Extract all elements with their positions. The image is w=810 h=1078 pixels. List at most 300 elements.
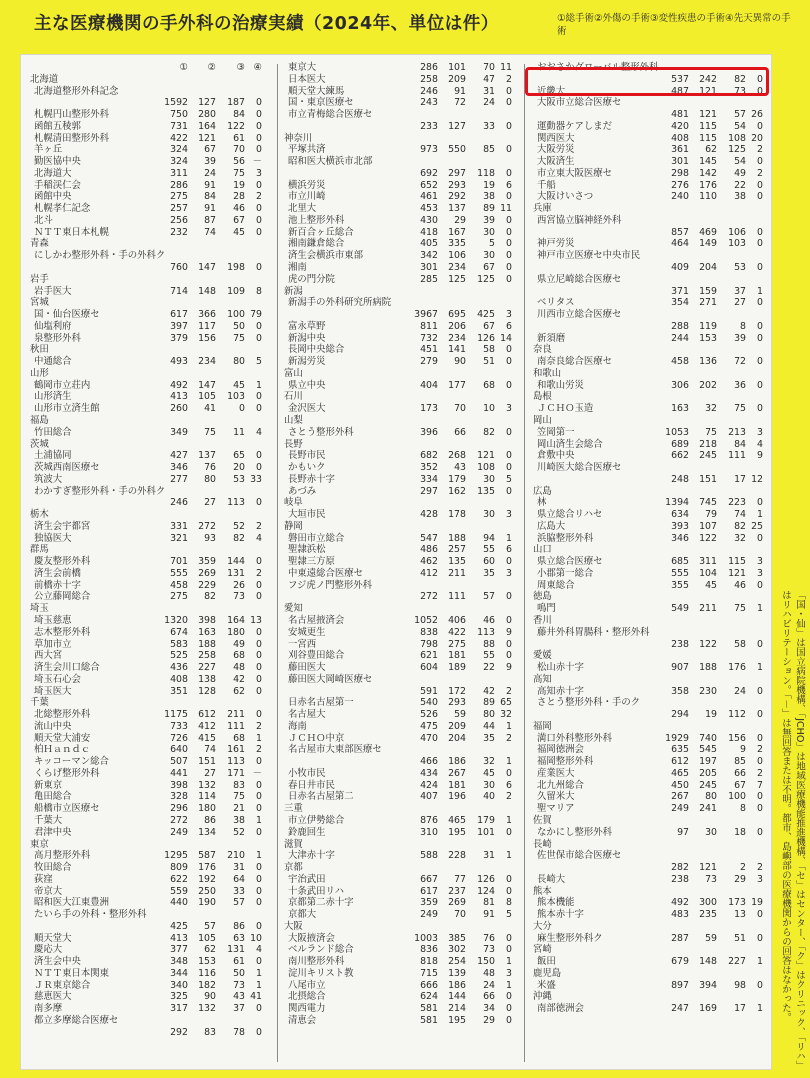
hospital-name: 勤医協中央 [34, 156, 81, 168]
table-row [30, 97, 262, 109]
degenerative-surgeries: 91 [483, 909, 495, 921]
hospital-name: 小郡第一総合 [537, 567, 594, 579]
table-row [284, 615, 514, 627]
total-surgeries: 440 [170, 897, 188, 909]
trauma-surgeries: 202 [699, 379, 717, 391]
trauma-surgeries: 134 [198, 826, 216, 838]
congenital-surgeries: 0 [757, 497, 763, 509]
trauma-surgeries: 91 [454, 85, 466, 97]
total-surgeries: 450 [671, 779, 689, 791]
degenerative-surgeries: 56 [233, 156, 245, 168]
trauma-surgeries: 229 [198, 579, 216, 591]
total-surgeries: 173 [420, 403, 438, 415]
total-surgeries: 674 [170, 626, 188, 638]
total-surgeries: 441 [170, 767, 188, 779]
trauma-surgeries: 182 [198, 979, 216, 991]
table-row [533, 615, 765, 627]
table-row [284, 238, 514, 250]
total-surgeries: 408 [671, 132, 689, 144]
degenerative-surgeries: 67 [483, 320, 495, 332]
congenital-surgeries: 4 [256, 944, 262, 956]
hospital-name: あづみ [288, 485, 317, 497]
prefecture-label: 山口 [533, 544, 552, 556]
trauma-surgeries: 550 [448, 144, 466, 156]
hospital-name: 新潟中央 [288, 332, 326, 344]
congenital-surgeries: 19 [751, 897, 763, 909]
degenerative-surgeries: 17 [734, 473, 746, 485]
degenerative-surgeries: 198 [227, 262, 245, 274]
total-surgeries: 238 [671, 638, 689, 650]
degenerative-surgeries: 43 [233, 991, 245, 1003]
hospital-name: 熊本機能 [537, 897, 575, 909]
total-surgeries: 377 [170, 944, 188, 956]
total-surgeries: 409 [671, 262, 689, 274]
table-row [533, 415, 765, 427]
total-surgeries: 685 [671, 556, 689, 568]
hospital-name: 西宮協立脳神経外科 [537, 214, 622, 226]
congenital-surgeries: 1 [256, 979, 262, 991]
total-surgeries: 348 [170, 956, 188, 968]
table-row [533, 250, 765, 262]
total-surgeries: 246 [170, 497, 188, 509]
prefecture-label: 鹿児島 [533, 967, 562, 979]
total-surgeries: 525 [170, 650, 188, 662]
total-surgeries: 624 [420, 991, 438, 1003]
total-surgeries: 243 [420, 97, 438, 109]
congenital-surgeries: 0 [506, 250, 512, 262]
degenerative-surgeries: 81 [483, 897, 495, 909]
congenital-surgeries: 0 [256, 685, 262, 697]
trauma-surgeries: 156 [198, 332, 216, 344]
total-surgeries: 809 [170, 862, 188, 874]
degenerative-surgeries: 73 [734, 85, 746, 97]
hospital-name: 日赤名古屋第一 [288, 697, 354, 709]
hospital-name: 市立東大阪医療セ [537, 167, 613, 179]
hospital-name: 埼玉医大 [34, 685, 72, 697]
degenerative-surgeries: 49 [233, 638, 245, 650]
table-row [533, 1003, 765, 1015]
trauma-surgeries: 214 [448, 1003, 466, 1015]
trauma-surgeries: 141 [448, 344, 466, 356]
table-row [533, 909, 765, 921]
degenerative-surgeries: 48 [483, 967, 495, 979]
degenerative-surgeries: 82 [734, 73, 746, 85]
total-surgeries: 588 [420, 850, 438, 862]
table-row [284, 568, 514, 580]
table-row [284, 733, 514, 745]
total-surgeries: 425 [170, 920, 188, 932]
table-row [30, 886, 262, 898]
hospital-name: 広島大 [537, 520, 566, 532]
prefecture-label: 千葉 [30, 697, 49, 709]
table-row [284, 274, 514, 286]
total-surgeries: 296 [170, 803, 188, 815]
degenerative-surgeries: 74 [734, 509, 746, 521]
total-surgeries: 359 [420, 897, 438, 909]
degenerative-surgeries: 51 [483, 356, 495, 368]
total-surgeries: 798 [420, 638, 438, 650]
degenerative-surgeries: 22 [734, 179, 746, 191]
degenerative-surgeries: 2 [740, 862, 746, 874]
trauma-surgeries: 241 [699, 803, 717, 815]
hospital-name: 浜脇整形外科 [537, 532, 594, 544]
table-row [533, 674, 765, 686]
degenerative-surgeries: 63 [233, 932, 245, 944]
degenerative-surgeries: 425 [477, 309, 495, 321]
congenital-surgeries: 0 [256, 591, 262, 603]
congenital-surgeries: 6 [506, 179, 512, 191]
hospital-name: 羊ヶ丘 [34, 144, 63, 156]
degenerative-surgeries: 111 [728, 450, 746, 462]
table-row [284, 97, 514, 109]
trauma-surgeries: 188 [448, 532, 466, 544]
degenerative-surgeries: 156 [728, 732, 746, 744]
trauma-surgeries: 211 [699, 603, 717, 615]
trauma-surgeries: 302 [448, 944, 466, 956]
trauma-surgeries: 70 [454, 909, 466, 921]
trauma-surgeries: 204 [699, 262, 717, 274]
total-surgeries: 317 [170, 1003, 188, 1015]
congenital-surgeries: 0 [757, 732, 763, 744]
table-row [30, 544, 262, 556]
table-row [284, 709, 514, 721]
congenital-surgeries: 0 [506, 767, 512, 779]
total-surgeries: 405 [420, 238, 438, 250]
trauma-surgeries: 45 [705, 579, 717, 591]
congenital-surgeries: 0 [256, 650, 262, 662]
table-row [533, 839, 765, 851]
hospital-name: 柏Ｈａｎｄｃ [34, 744, 91, 756]
hospital-name: キッコーマン総合 [34, 756, 109, 768]
hospital-name: 北海道大 [34, 167, 72, 179]
table-row [533, 262, 765, 274]
degenerative-surgeries: 113 [227, 497, 245, 509]
table-row [30, 862, 262, 874]
table-row [533, 850, 765, 862]
degenerative-surgeries: 73 [483, 944, 495, 956]
hospital-name: 済生会中央 [34, 956, 81, 968]
trauma-surgeries: 121 [198, 132, 216, 144]
total-surgeries: 331 [170, 520, 188, 532]
hospital-name: 周東総合 [537, 579, 575, 591]
trauma-surgeries: 190 [198, 897, 216, 909]
total-surgeries: 424 [420, 779, 438, 791]
table-row [284, 427, 514, 439]
degenerative-surgeries: 38 [233, 815, 245, 826]
congenital-surgeries: 1 [256, 732, 262, 744]
prefecture-label: 熊本 [533, 885, 552, 897]
table-row [284, 439, 514, 451]
prefecture-label: 高知 [533, 673, 552, 685]
table-row [30, 756, 262, 768]
prefecture-label: 秋田 [30, 344, 49, 356]
hospital-name: 磐田市立総合 [288, 532, 345, 544]
hospital-name: 関西医大 [537, 132, 575, 144]
degenerative-surgeries: 98 [734, 979, 746, 991]
degenerative-surgeries: 58 [734, 638, 746, 650]
degenerative-surgeries: 10 [483, 403, 495, 415]
degenerative-surgeries: 33 [233, 885, 245, 897]
hospital-name: 手稲渓仁会 [34, 179, 81, 191]
degenerative-surgeries: 61 [233, 132, 245, 144]
hospital-name: 独協医大 [34, 532, 72, 544]
congenital-surgeries: 1 [256, 815, 262, 826]
table-row [284, 474, 514, 486]
trauma-surgeries: 29 [454, 214, 466, 226]
total-surgeries: 286 [170, 179, 188, 191]
trauma-surgeries: 24 [204, 167, 216, 179]
trauma-surgeries: 177 [448, 379, 466, 391]
total-surgeries: 354 [671, 297, 689, 309]
prefecture-label: 徳島 [533, 591, 552, 603]
total-surgeries: 272 [420, 591, 438, 603]
total-surgeries: 750 [170, 109, 188, 121]
degenerative-surgeries: 180 [227, 626, 245, 638]
table-row [284, 286, 514, 298]
table-row [533, 286, 765, 298]
trauma-surgeries: 57 [204, 920, 216, 932]
degenerative-surgeries: 24 [483, 97, 495, 109]
trauma-surgeries: 209 [448, 720, 466, 732]
total-surgeries: 612 [671, 756, 689, 768]
congenital-surgeries: 0 [506, 262, 512, 274]
hospital-name: 順天堂大 [34, 932, 72, 944]
trauma-surgeries: 227 [198, 662, 216, 674]
total-surgeries: 486 [420, 544, 438, 556]
total-surgeries: 640 [170, 744, 188, 756]
degenerative-surgeries: 100 [227, 309, 245, 321]
trauma-surgeries: 148 [699, 956, 717, 968]
total-surgeries: 666 [420, 979, 438, 991]
degenerative-surgeries: 126 [477, 332, 495, 344]
congenital-surgeries: 33 [250, 473, 262, 485]
trauma-surgeries: 188 [699, 662, 717, 674]
congenital-surgeries: 0 [256, 1003, 262, 1015]
total-surgeries: 458 [170, 579, 188, 591]
trauma-surgeries: 268 [448, 450, 466, 462]
total-surgeries: 287 [671, 932, 689, 944]
congenital-surgeries: 0 [256, 403, 262, 415]
congenital-surgeries: 0 [256, 626, 262, 638]
table-row [30, 344, 262, 356]
congenital-surgeries: 2 [757, 144, 763, 156]
congenital-surgeries: 1 [757, 285, 763, 297]
degenerative-surgeries: 70 [233, 144, 245, 156]
total-surgeries: 731 [170, 120, 188, 132]
total-surgeries: 692 [420, 167, 438, 179]
prefecture-label: 和歌山 [533, 367, 562, 379]
degenerative-surgeries: 8 [740, 803, 746, 815]
congenital-surgeries: 0 [256, 462, 262, 474]
congenital-surgeries: 0 [757, 85, 763, 97]
table-row [284, 356, 514, 368]
congenital-surgeries: 0 [757, 320, 763, 332]
hospital-name: 昭和医大横浜市北部 [288, 156, 373, 168]
table-row [533, 439, 765, 451]
congenital-surgeries: 0 [757, 532, 763, 544]
trauma-surgeries: 192 [198, 873, 216, 885]
degenerative-surgeries: 84 [233, 109, 245, 121]
table-row [533, 133, 765, 145]
trauma-surgeries: 237 [448, 885, 466, 897]
total-surgeries: 344 [170, 967, 188, 979]
trauma-surgeries: 90 [454, 356, 466, 368]
congenital-surgeries: 0 [757, 238, 763, 250]
total-surgeries: 396 [420, 426, 438, 438]
total-surgeries: 715 [420, 967, 438, 979]
congenital-surgeries: 0 [256, 144, 262, 156]
degenerative-surgeries: 176 [728, 662, 746, 674]
degenerative-surgeries: 22 [483, 662, 495, 674]
degenerative-surgeries: 54 [734, 156, 746, 168]
total-surgeries: 398 [170, 779, 188, 791]
degenerative-surgeries: 8 [740, 320, 746, 332]
hospital-name: 公立藤岡総合 [34, 591, 91, 603]
trauma-surgeries: 740 [699, 732, 717, 744]
trauma-surgeries: 116 [198, 967, 216, 979]
table-row [533, 921, 765, 933]
congenital-surgeries: 0 [256, 332, 262, 344]
trauma-surgeries: 91 [204, 179, 216, 191]
degenerative-surgeries: 61 [233, 956, 245, 968]
degenerative-surgeries: 37 [233, 1003, 245, 1015]
congenital-surgeries: 0 [256, 709, 262, 721]
congenital-surgeries: 0 [506, 85, 512, 97]
congenital-surgeries: 0 [506, 191, 512, 203]
total-surgeries: 275 [170, 591, 188, 603]
degenerative-surgeries: 17 [734, 1003, 746, 1015]
degenerative-surgeries: 67 [483, 262, 495, 274]
trauma-surgeries: 398 [198, 614, 216, 626]
congenital-surgeries: 0 [506, 650, 512, 662]
table-row [30, 768, 262, 780]
total-surgeries: 334 [420, 473, 438, 485]
hospital-name: 埼玉石心会 [34, 673, 81, 685]
hospital-name: 虎の門分院 [288, 273, 335, 285]
congenital-surgeries: 2 [506, 73, 512, 85]
degenerative-surgeries: 50 [233, 967, 245, 979]
degenerative-surgeries: 75 [734, 403, 746, 415]
total-surgeries: 466 [420, 756, 438, 768]
degenerative-surgeries: 100 [728, 791, 746, 803]
trauma-surgeries: 612 [198, 709, 216, 721]
hospital-name: 岩手医大 [34, 285, 72, 297]
congenital-surgeries: 9 [506, 626, 512, 638]
table-row [30, 356, 262, 368]
hospital-name: 南部徳洲会 [537, 1003, 584, 1015]
congenital-surgeries: 11 [500, 203, 512, 215]
total-surgeries: 973 [420, 144, 438, 156]
table-row [533, 791, 765, 803]
table-row [533, 521, 765, 533]
table-row [30, 227, 262, 239]
table-row [533, 356, 765, 368]
congenital-surgeries: 0 [256, 897, 262, 909]
table-row [284, 674, 514, 686]
prefecture-label: 大阪 [284, 920, 303, 932]
congenital-surgeries: 4 [256, 532, 262, 544]
prefecture-label: 岩手 [30, 273, 49, 285]
table-row [533, 321, 765, 333]
table-row [30, 74, 262, 86]
hospital-name: 北海道整形外科記念 [34, 85, 119, 97]
congenital-surgeries: 0 [256, 450, 262, 462]
trauma-surgeries: 125 [448, 273, 466, 285]
congenital-surgeries: 3 [506, 967, 512, 979]
congenital-surgeries: 0 [256, 556, 262, 568]
table-row [533, 721, 765, 733]
total-surgeries: 257 [170, 203, 188, 215]
congenital-surgeries: 0 [256, 791, 262, 803]
hospital-name: 土浦協同 [34, 450, 72, 462]
degenerative-surgeries: 28 [233, 191, 245, 203]
table-row [533, 686, 765, 698]
congenital-surgeries: 12 [751, 473, 763, 485]
congenital-surgeries: 0 [757, 356, 763, 368]
table-row [284, 780, 514, 792]
hospital-name: にしかわ整形外科・手の外科ク [34, 250, 166, 262]
trauma-surgeries: 104 [699, 567, 717, 579]
congenital-surgeries: 0 [256, 803, 262, 815]
prefecture-label: 石川 [284, 391, 303, 403]
congenital-surgeries: 0 [506, 485, 512, 497]
degenerative-surgeries: 39 [734, 332, 746, 344]
trauma-surgeries: 205 [699, 767, 717, 779]
trauma-surgeries: 172 [448, 685, 466, 697]
trauma-surgeries: 105 [198, 932, 216, 944]
table-row [284, 344, 514, 356]
table-row [533, 427, 765, 439]
table-row [533, 509, 765, 521]
total-surgeries: 462 [420, 556, 438, 568]
degenerative-surgeries: 27 [734, 297, 746, 309]
trauma-surgeries: 93 [204, 532, 216, 544]
degenerative-surgeries: 144 [227, 556, 245, 568]
table-row [284, 827, 514, 839]
hospital-name: フジ虎ノ門整形外科 [288, 579, 373, 591]
hospital-name: たいら手の外科・整形外科 [34, 909, 147, 921]
congenital-surgeries: 3 [506, 567, 512, 579]
total-surgeries: 346 [170, 462, 188, 474]
total-surgeries: 163 [671, 403, 689, 415]
table-row [284, 886, 514, 898]
congenital-surgeries: 79 [250, 309, 262, 321]
trauma-surgeries: 148 [198, 285, 216, 297]
degenerative-surgeries: 29 [734, 873, 746, 885]
hospital-name: 長野市民 [288, 450, 326, 462]
trauma-surgeries: 27 [204, 497, 216, 509]
table-row [284, 262, 514, 274]
trauma-surgeries: 176 [699, 179, 717, 191]
table-row [284, 368, 514, 380]
total-surgeries: 358 [671, 685, 689, 697]
table-row [30, 921, 262, 933]
trauma-surgeries: 59 [454, 709, 466, 721]
hospital-name: 船橋市立医療セ [34, 803, 100, 815]
table-row [30, 674, 262, 686]
column-header: ③ [236, 62, 245, 73]
degenerative-surgeries: 113 [227, 756, 245, 768]
hospital-name: 済生会川口総合 [34, 662, 100, 674]
degenerative-surgeries: 89 [483, 697, 495, 709]
table-row [533, 450, 765, 462]
trauma-surgeries: 234 [448, 262, 466, 274]
hospital-name: 東京大 [288, 62, 317, 73]
trauma-surgeries: 144 [448, 991, 466, 1003]
table-row [284, 803, 514, 815]
table-row [30, 897, 262, 909]
total-surgeries: 733 [170, 720, 188, 732]
